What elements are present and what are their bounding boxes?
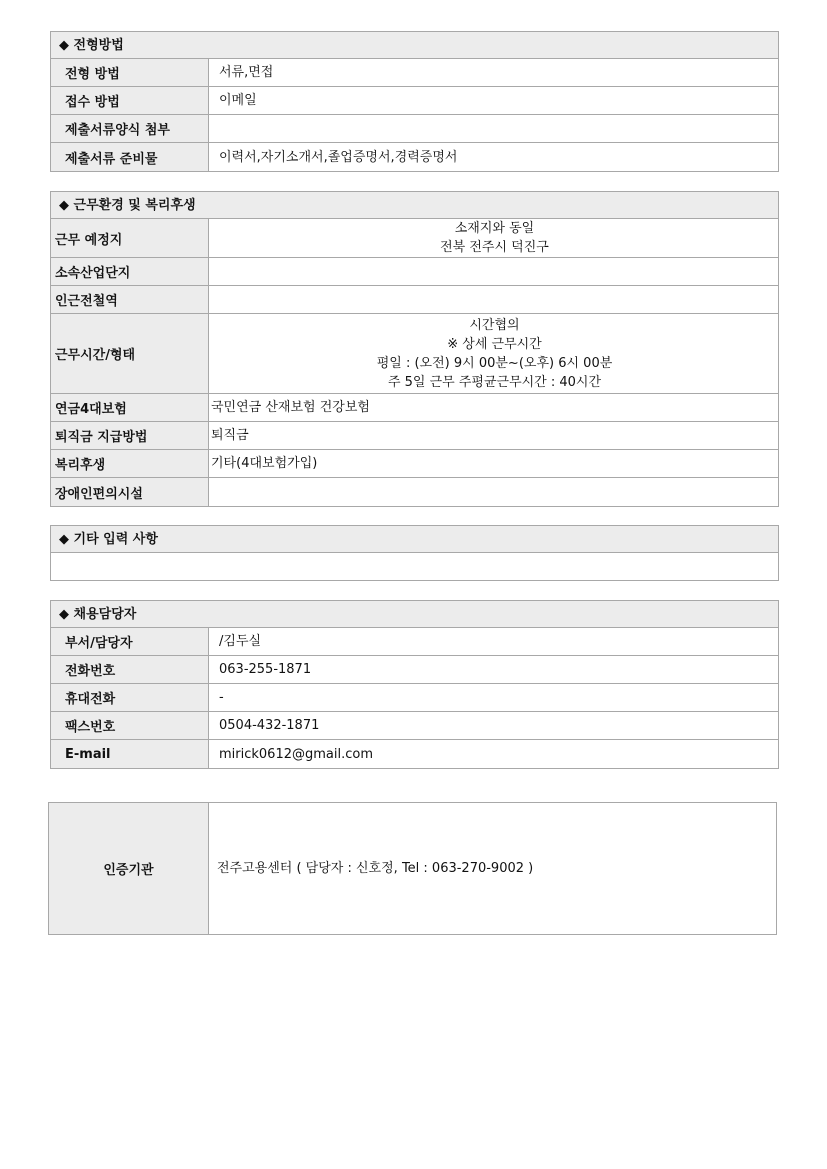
table-row [51, 740, 778, 768]
row-label: 근무시간/형태 [51, 314, 209, 393]
work-location-line: 전북 전주시 덕진구 [440, 240, 549, 255]
table-row [51, 656, 778, 684]
work-hours-line: 평일 : (오전) 9시 00분~(오후) 6시 00분 [376, 355, 613, 371]
table-row [51, 712, 778, 740]
row-label: 근무 예정지 [51, 219, 209, 257]
table-row [51, 219, 778, 258]
fax-value: 0504-432-1871 [219, 718, 320, 733]
row-label: 팩스번호 [51, 712, 209, 739]
row-value: 국민연금 산재보험 건강보험 [211, 400, 370, 415]
row-label: 휴대전화 [51, 684, 209, 711]
table-row [51, 422, 778, 450]
row-label: E-mail [51, 740, 209, 768]
table-row [51, 115, 778, 143]
row-value: 이메일 [219, 93, 257, 108]
phone-value: 063-255-1871 [219, 662, 312, 677]
row-value [209, 258, 778, 285]
selection-method-section [50, 31, 779, 172]
table-row [51, 143, 778, 171]
table-row [51, 59, 778, 87]
table-row [51, 258, 778, 286]
section-header: ◆ 채용담당자 [51, 601, 778, 628]
table-row [51, 450, 778, 478]
row-label: 접수 방법 [51, 87, 209, 114]
section-header: ◆ 전형방법 [51, 32, 778, 59]
row-label: 퇴직금 지급방법 [51, 422, 209, 449]
row-label: 전형 방법 [51, 59, 209, 86]
section-header: ◆ 근무환경 및 복리후생 [51, 192, 778, 219]
row-value [209, 286, 778, 313]
attachment-value[interactable] [209, 115, 778, 142]
certification-box [48, 802, 777, 935]
row-label: 제출서류양식 첨부 [51, 115, 209, 142]
row-label: 소속산업단지 [51, 258, 209, 285]
table-row [51, 314, 778, 394]
work-hours-line: ※ 상세 근무시간 [447, 336, 542, 352]
row-label: 연금4대보험 [51, 394, 209, 421]
email-link[interactable]: mirick0612@gmail.com [219, 746, 373, 762]
row-value [209, 478, 778, 506]
recruiter-section [50, 600, 779, 769]
work-environment-section [50, 191, 779, 507]
row-label: 제출서류 준비물 [51, 143, 209, 171]
row-label: 인근전철역 [51, 286, 209, 313]
work-hours-line: 시간협의 [469, 317, 520, 333]
row-value: 이력서,자기소개서,졸업증명서,경력증명서 [219, 149, 458, 165]
row-value: 퇴직금 [211, 428, 249, 443]
row-value: /김두실 [219, 634, 262, 649]
row-label: 부서/담당자 [51, 628, 209, 655]
certification-value: 전주고용센터 ( 담당자 : 신호정, Tel : 063-270-9002 ) [217, 861, 534, 876]
row-label: 전화번호 [51, 656, 209, 683]
row-label: 복리후생 [51, 450, 209, 477]
certification-label: 인증기관 [49, 803, 209, 934]
other-info-value [51, 553, 778, 580]
work-location-line: 소재지와 동일 [454, 221, 535, 236]
other-info-section [50, 525, 779, 581]
table-row [51, 684, 778, 712]
mobile-value: - [219, 690, 224, 705]
work-location-value [209, 219, 778, 257]
table-row [51, 286, 778, 314]
table-row [51, 628, 778, 656]
row-value: 기타(4대보험가입) [211, 456, 318, 471]
row-label: 장애인편의시설 [51, 478, 209, 506]
row-value: 서류,면접 [219, 65, 274, 80]
work-hours-value [209, 314, 778, 393]
table-row [51, 478, 778, 506]
work-hours-line: 주 5일 근무 주평균근무시간 : 40시간 [387, 374, 602, 390]
section-header: ◆ 기타 입력 사항 [51, 526, 778, 553]
table-row [51, 394, 778, 422]
table-row [51, 87, 778, 115]
